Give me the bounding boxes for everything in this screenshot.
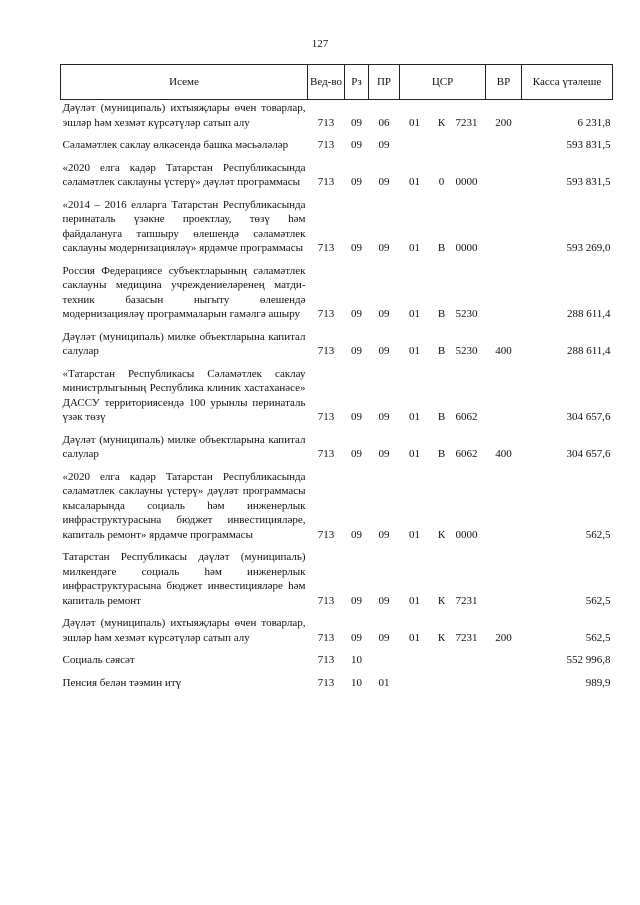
row-pr: 01	[378, 676, 390, 689]
table-row	[61, 675, 613, 694]
row-csr-subprogram: В	[437, 308, 446, 320]
header-csr: ЦСР	[400, 65, 486, 100]
row-csr-code: 6062	[455, 411, 478, 423]
row-rz: 09	[351, 345, 362, 357]
row-pr: 09	[378, 528, 390, 541]
table-row	[61, 366, 613, 428]
row-name: Сәламәтлек саклау өлкәсендә башка мәсьәләләр	[62, 139, 289, 151]
row-csr-code: 5230	[455, 308, 478, 320]
table-row	[61, 549, 613, 611]
row-amount: 593 269,0	[566, 242, 611, 254]
row-rz: 09	[351, 308, 362, 320]
row-name: «2020 елга кадәр Татарстан Республикасында сәламәтлек саклауны үстерү» дәүләт программасы	[62, 161, 306, 188]
row-amount: 562,5	[585, 594, 611, 607]
table-row	[61, 432, 613, 465]
row-pr: 09	[378, 594, 390, 607]
row-vedomstvo: 713	[317, 528, 335, 541]
header-vedomstvo: Вед-во	[308, 65, 345, 100]
row-csr-code: 7231	[455, 116, 478, 129]
row-rz: 09	[351, 631, 362, 644]
row-vedomstvo: 713	[317, 308, 335, 320]
row-csr-program: 01	[409, 631, 420, 644]
row-vr	[486, 366, 522, 428]
row-rz: 09	[351, 594, 362, 607]
row-csr-code: 0000	[455, 528, 478, 541]
row-vr	[486, 160, 522, 193]
row-amount: 562,5	[585, 631, 611, 644]
row-csr-subprogram	[430, 137, 454, 156]
row-name: «2020 елга кадәр Татарстан Республикасында сәламәтлек саклауны үстерү» дәүләт программасы кысаларында социаль һәм инженерлык инфраструктурасына бюджет инвестицияләре, капиталь ремонт» ярдәмче программасы	[62, 470, 306, 541]
row-csr-subprogram: В	[437, 242, 446, 254]
row-csr-subprogram	[430, 652, 454, 671]
table-row	[61, 137, 613, 156]
row-csr-code: 5230	[455, 345, 478, 357]
row-vedomstvo: 713	[317, 631, 335, 644]
row-csr-subprogram: 0	[438, 176, 445, 188]
table-row	[61, 263, 613, 325]
row-vedomstvo: 713	[317, 176, 335, 188]
row-vr	[486, 549, 522, 611]
row-csr-program: 01	[409, 116, 420, 129]
row-name: «Татарстан Республикасы Сәламәтлек саклау министрлыгының Республика клиник хастаханәсе» ДАССУ территориясендә 100 урынлы перинаталь үзәк төзү	[62, 367, 306, 423]
row-vr	[486, 137, 522, 156]
row-csr-subprogram: К	[437, 116, 446, 129]
row-vedomstvo: 713	[317, 594, 335, 607]
row-csr-program: 01	[409, 176, 420, 188]
row-pr: 09	[378, 176, 390, 188]
row-vr: 400	[495, 345, 512, 357]
row-csr-code: 6062	[455, 448, 478, 460]
table-row	[61, 160, 613, 193]
header-kassa: Касса үтәлеше	[522, 65, 613, 100]
header-name: Исеме	[61, 65, 308, 100]
row-csr-subprogram: В	[437, 411, 446, 423]
table-body	[61, 100, 613, 694]
row-vr: 400	[495, 448, 512, 460]
row-pr: 09	[378, 139, 390, 151]
row-pr: 09	[378, 448, 390, 460]
row-csr-program: 01	[409, 528, 420, 541]
row-vr: 200	[495, 116, 512, 129]
row-rz: 09	[351, 242, 362, 254]
row-vr: 200	[495, 631, 512, 644]
row-pr: 09	[378, 631, 390, 644]
row-vedomstvo: 713	[317, 411, 335, 423]
row-vedomstvo: 713	[317, 676, 335, 689]
row-csr-program: 01	[409, 448, 420, 460]
row-name: Социаль сәясәт	[62, 654, 135, 666]
row-amount: 288 611,4	[566, 345, 611, 357]
row-vedomstvo: 713	[317, 116, 335, 129]
header-vr: ВР	[486, 65, 522, 100]
table-row	[61, 615, 613, 648]
row-csr-program: 01	[409, 345, 420, 357]
row-csr-subprogram: К	[437, 631, 446, 644]
row-amount: 6 231,8	[577, 116, 611, 129]
row-pr: 09	[378, 242, 390, 254]
row-csr-code: 7231	[455, 631, 478, 644]
row-rz: 10	[351, 676, 362, 689]
row-rz: 09	[351, 448, 362, 460]
row-csr-subprogram: В	[437, 345, 446, 357]
row-csr-code	[454, 652, 486, 671]
row-amount: 304 657,6	[566, 448, 611, 460]
row-pr: 06	[378, 116, 390, 129]
row-name: «2014 – 2016 елларга Татарстан Республикасында перинаталь үзәкне проектлау, төзү һәм файдалануга тапшыру өлешендә сәламәтлек саклауны модернизацияләү» ярдәмче программасы	[62, 198, 306, 254]
row-csr-program	[400, 675, 430, 694]
row-rz: 09	[351, 528, 362, 541]
table-row	[61, 469, 613, 546]
row-rz: 09	[351, 116, 362, 129]
page-number: 127	[311, 38, 329, 50]
row-csr-subprogram: К	[437, 528, 446, 541]
table-row	[61, 329, 613, 362]
row-amount: 288 611,4	[566, 308, 611, 320]
row-csr-subprogram	[430, 675, 454, 694]
row-vr	[486, 675, 522, 694]
table-row	[61, 197, 613, 259]
row-rz: 09	[351, 176, 362, 188]
row-vedomstvo: 713	[317, 345, 335, 357]
row-csr-program	[400, 137, 430, 156]
row-vr	[486, 652, 522, 671]
table-row	[61, 652, 613, 671]
row-vedomstvo: 713	[317, 448, 335, 460]
row-csr-program: 01	[409, 242, 420, 254]
row-amount: 304 657,6	[566, 411, 611, 423]
row-amount: 593 831,5	[566, 176, 611, 188]
row-csr-code	[454, 675, 486, 694]
row-csr-code: 0000	[455, 176, 478, 188]
row-name: Дәүләт (муниципаль) ихтыяҗлары өчен товарлар, эшләр һәм хезмәт күрсәтүләр сатып алу	[62, 102, 306, 129]
row-amount: 562,5	[585, 528, 611, 541]
row-vr	[486, 469, 522, 546]
table-row	[61, 100, 613, 134]
row-vedomstvo: 713	[317, 242, 335, 254]
row-csr-program: 01	[409, 594, 420, 607]
row-csr-code	[454, 137, 486, 156]
row-name: Татарстан Республикасы дәүләт (муниципаль) милкендәге социаль һәм инженерлык инфраструктурасына бюджет инвестицияләре һәм капиталь ремонт	[62, 551, 306, 607]
row-csr-subprogram: К	[437, 594, 446, 607]
row-amount: 552 996,8	[566, 654, 611, 666]
row-csr-program	[400, 652, 430, 671]
row-rz: 09	[351, 139, 362, 151]
row-name: Дәүләт (муниципаль) ихтыяҗлары өчен товарлар, эшләр һәм хезмәт күрсәтүләр сатып алу	[62, 617, 306, 644]
row-amount: 989,9	[585, 676, 611, 689]
row-pr: 09	[378, 411, 390, 423]
row-vedomstvo: 713	[317, 139, 335, 151]
row-name: Дәүләт (муниципаль) милке объектларына капитал салулар	[62, 433, 306, 460]
row-vr	[486, 197, 522, 259]
row-rz: 10	[351, 654, 362, 666]
row-name: Россия Федерациясе субъектларының сәламәтлек саклауны медицина учреждениеләренең матди-техник базасын ныгыту өлешендә модернизацияләү программаларын гамәлгә ашыру	[62, 264, 306, 320]
row-name: Пенсия белән тәэмин итү	[62, 676, 182, 689]
header-rz: Рз	[345, 65, 369, 100]
budget-table	[60, 64, 613, 693]
row-vedomstvo: 713	[317, 654, 335, 666]
row-pr: 09	[378, 308, 390, 320]
row-csr-program: 01	[409, 411, 420, 423]
header-pr: ПР	[369, 65, 400, 100]
row-csr-subprogram: В	[437, 448, 446, 460]
row-csr-code: 7231	[455, 594, 478, 607]
row-csr-program: 01	[409, 308, 420, 320]
row-pr: 09	[378, 345, 390, 357]
row-pr	[369, 652, 400, 671]
row-csr-code: 0000	[455, 242, 478, 254]
row-rz: 09	[351, 411, 362, 423]
row-vr	[486, 263, 522, 325]
row-name: Дәүләт (муниципаль) милке объектларына капитал салулар	[62, 330, 306, 357]
row-amount: 593 831,5	[566, 139, 611, 151]
table-header	[61, 65, 613, 100]
